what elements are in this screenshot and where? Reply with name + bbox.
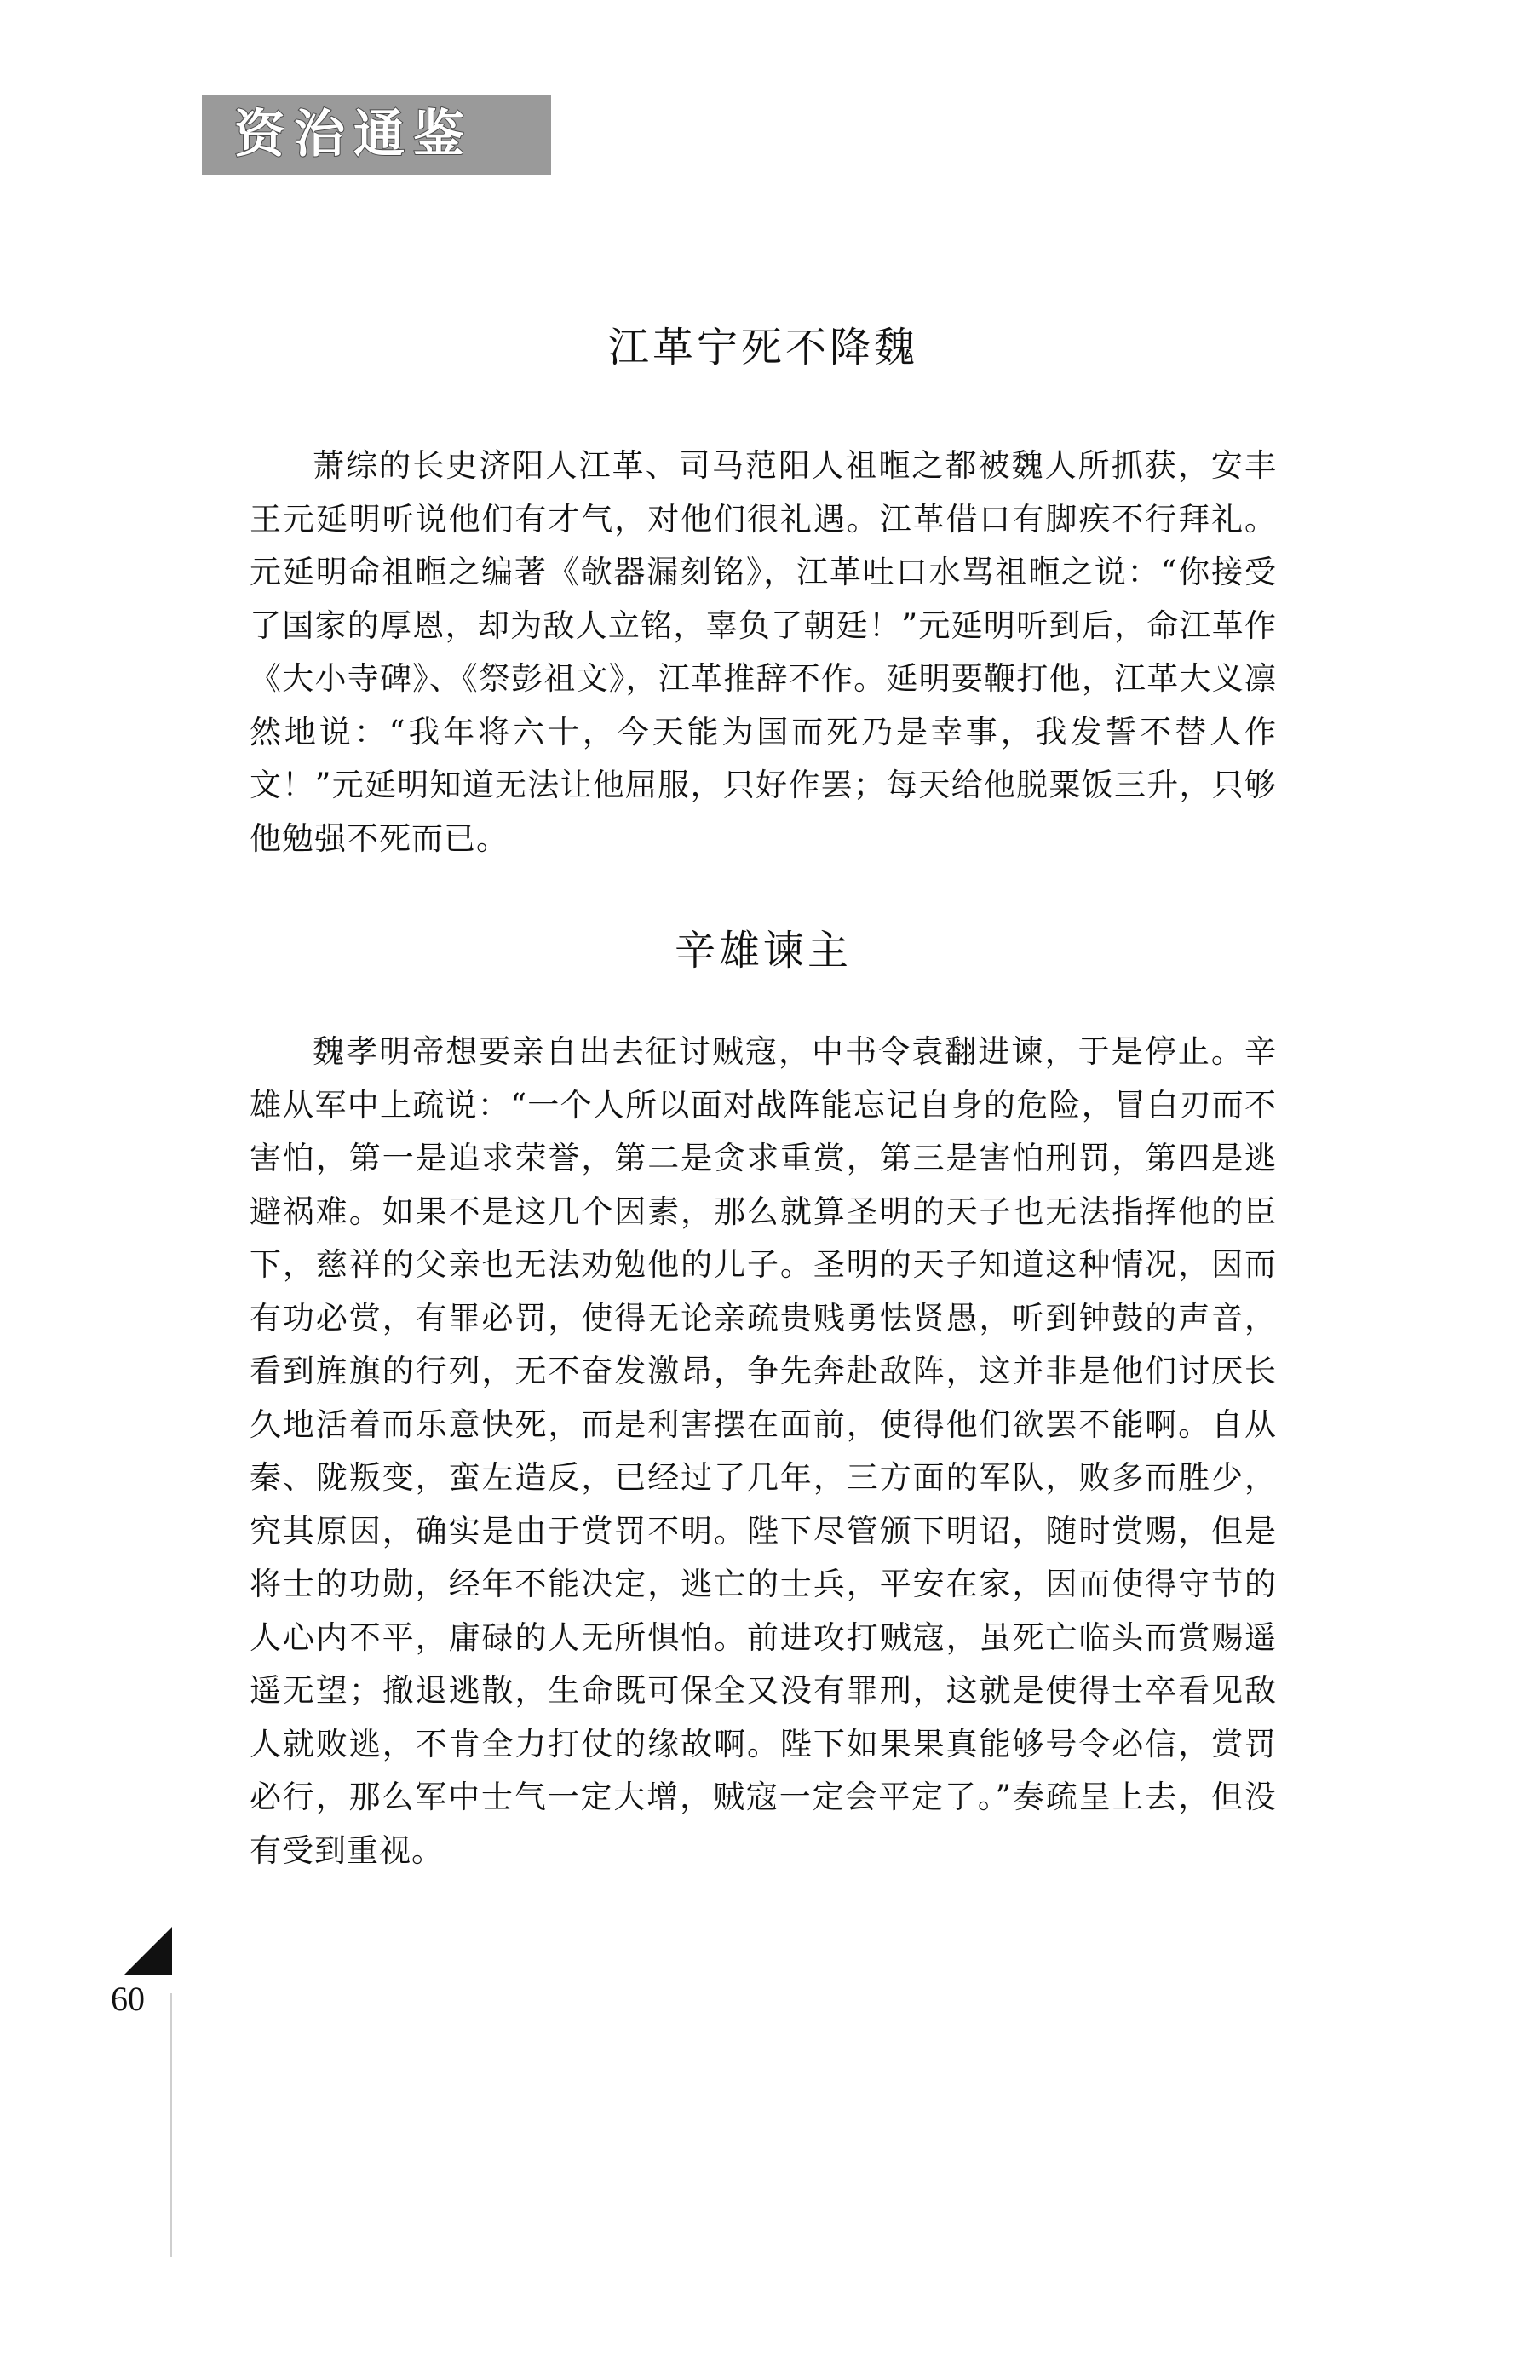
- paragraph: 萧综的长史济阳人江革、司马范阳人祖暅之都被魏人所抓获，安丰王元延明听说他们有才气，对他们很礼遇。江革借口有脚疾不行拜礼。元延明命祖暅之编著《欹器漏刻铭》，江革吐口水骂祖暅之说：“你接受了国家的厚恩，却为敌人立铭，辜负了朝廷！”元延明听到后，命江革作《大小寺碑》、《祭彭祖文》，江革推辞不作。延明要鞭打他，江革大义凛然地说：“我年将六十，今天能为国而死乃是幸事，我发誓不替人作文！”元延明知道无法让他屈服，只好作罢；每天给他脱粟饭三升，只够他勉强不死而已。: [250, 447, 1277, 857]
- paragraph: 魏孝明帝想要亲自出去征讨贼寇，中书令袁翻进谏，于是停止。辛雄从军中上疏说：“一个人所以面对战阵能忘记自身的危险，冒白刃而不害怕，第一是追求荣誉，第二是贪求重赏，第三是害怕刑罚，第四是逃避祸难。如果不是这几个因素，那么就算圣明的天子也无法指挥他的臣下，慈祥的父亲也无法劝勉他的儿子。圣明的天子知道这种情况，因而有功必赏，有罪必罚，使得无论亲疏贵贱勇怯贤愚，听到钟鼓的声音，看到旌旗的行列，无不奋发激昂，争先奔赴敌阵，这并非是他们讨厌长久地活着而乐意快死，而是利害摆在面前，使得他们欲罢不能啊。自从秦、陇叛变，蛮左造反，已经过了几年，三方面的军队，败多而胜少，究其原因，确实是由于赏罚不明。陛下尽管颁下明诏，随时赏赐，但是将士的功勋，经年不能决定，逃亡的士兵，平安在家，因而使得守节的人心内不平，庸碌的人无所惧怕。前进攻打贼寇，虽死亡临头而赏赐遥遥无望；撤退逃散，生命既可保全又没有罪刑，这就是使得士卒看见敌人就败逃，不肯全力打仗的缘故啊。陛下如果果真能够号令必信，赏罚必行，那么军中士气一定大增，贼寇一定会平定了。”奏疏呈上去，但没有受到重视。: [250, 1033, 1277, 1869]
- page-content: [250, 307, 1277, 1877]
- series-banner: [202, 95, 551, 175]
- section-title: 江革宁死不降魏: [607, 324, 918, 371]
- page-corner-marker: [124, 1927, 172, 1975]
- section-body: [250, 440, 1277, 865]
- margin-rule: [170, 1993, 172, 2257]
- section-title: 辛雄谏主: [674, 927, 852, 974]
- section-body: [250, 1026, 1277, 1877]
- page-number: 60: [111, 1980, 145, 2018]
- series-title: 资治通鉴: [234, 105, 473, 164]
